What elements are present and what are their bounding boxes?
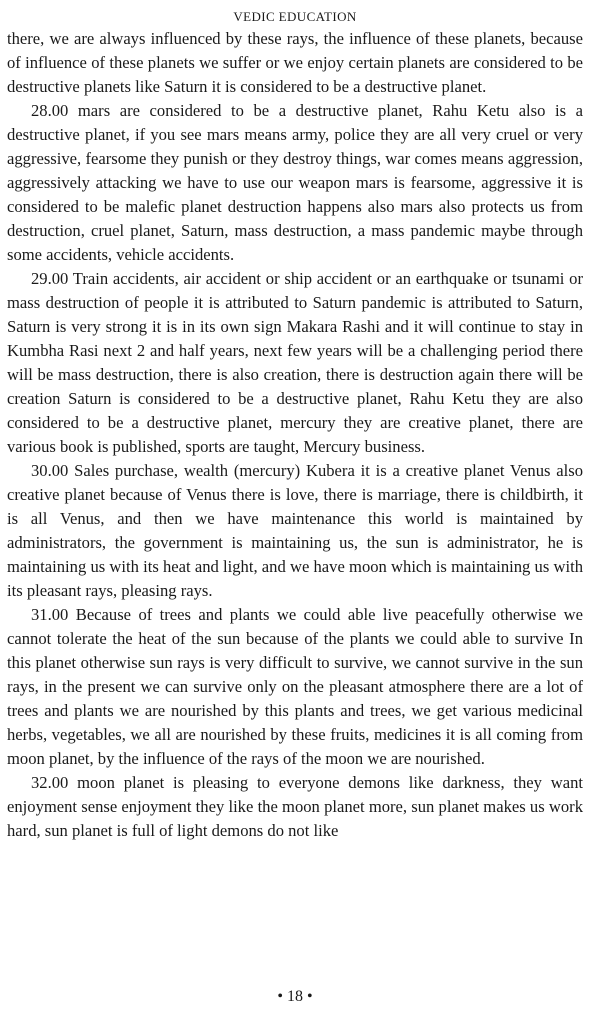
paragraph-continuation: there, we are always influenced by these rays, the influence of these planets, because of influence of these planets we suffer or we enjoy certain planets are considered to be destructive planets like Saturn it is considered to be a destructive planet.: [7, 29, 583, 96]
page-number: • 18 •: [277, 988, 313, 1005]
book-page: [7, 0, 583, 1026]
page-body: [7, 27, 583, 843]
running-header: VEDIC EDUCATION: [233, 9, 357, 24]
paragraph-30: 30.00 Sales purchase, wealth (mercury) Kubera it is a creative planet Venus also creative planet because of Venus there is love, there is marriage, there is childbirth, it is all Venus, and then we have maintenance this world is maintained by administrators, the government is maintaining us, the sun is administrator, he is maintaining us with its heat and light, and we have moon which is maintaining us with its pleasant rays, pleasing rays.: [7, 461, 583, 600]
paragraph-31: 31.00 Because of trees and plants we could able live peacefully otherwise we cannot tolerate the heat of the sun because of the plants we could able to survive In this planet otherwise sun rays is very difficult to survive, we cannot survive in the sun rays, in the present we can survive only on the pleasant atmosphere there are a lot of trees and plants we are nourished by this plants and trees, we get various medicinal herbs, vegetables, we all are nourished by these fruits, medicines it is all coming from moon planet, by the influence of the rays of the moon we are nourished.: [7, 605, 583, 768]
paragraph-28: 28.00 mars are considered to be a destructive planet, Rahu Ketu also is a destructive planet, if you see mars means army, police they are all very cruel or very aggressive, fearsome they punish or they destroy things, war comes means aggression, aggressively attacking we have to use our weapon mars is fearsome, aggressive it is considered to be malefic planet destruction happens also mars also protects us from destruction, cruel planet, Saturn, mass destruction, a mass pandemic maybe through some accidents, vehicle accidents.: [7, 101, 583, 264]
paragraph-32: 32.00 moon planet is pleasing to everyone demons like darkness, they want enjoyment sense enjoyment they like the moon planet more, sun planet makes us work hard, sun planet is full of light demons do not like: [7, 773, 583, 840]
paragraph-29: 29.00 Train accidents, air accident or ship accident or an earthquake or tsunami or mass destruction of people it is attributed to Saturn pandemic is attributed to Saturn, Saturn is very strong it is in its own sign Makara Rashi and it will continue to stay in Kumbha Rasi next 2 and half years, next few years will be a challenging period there will be mass destruction, there is also creation, there is destruction again there will be creation Saturn is considered to be a destructive planet, Rahu Ketu they are also considered to be a destructive planet, mercury they are creative planet, there are various book is published, sports are taught, Mercury business.: [7, 269, 583, 456]
